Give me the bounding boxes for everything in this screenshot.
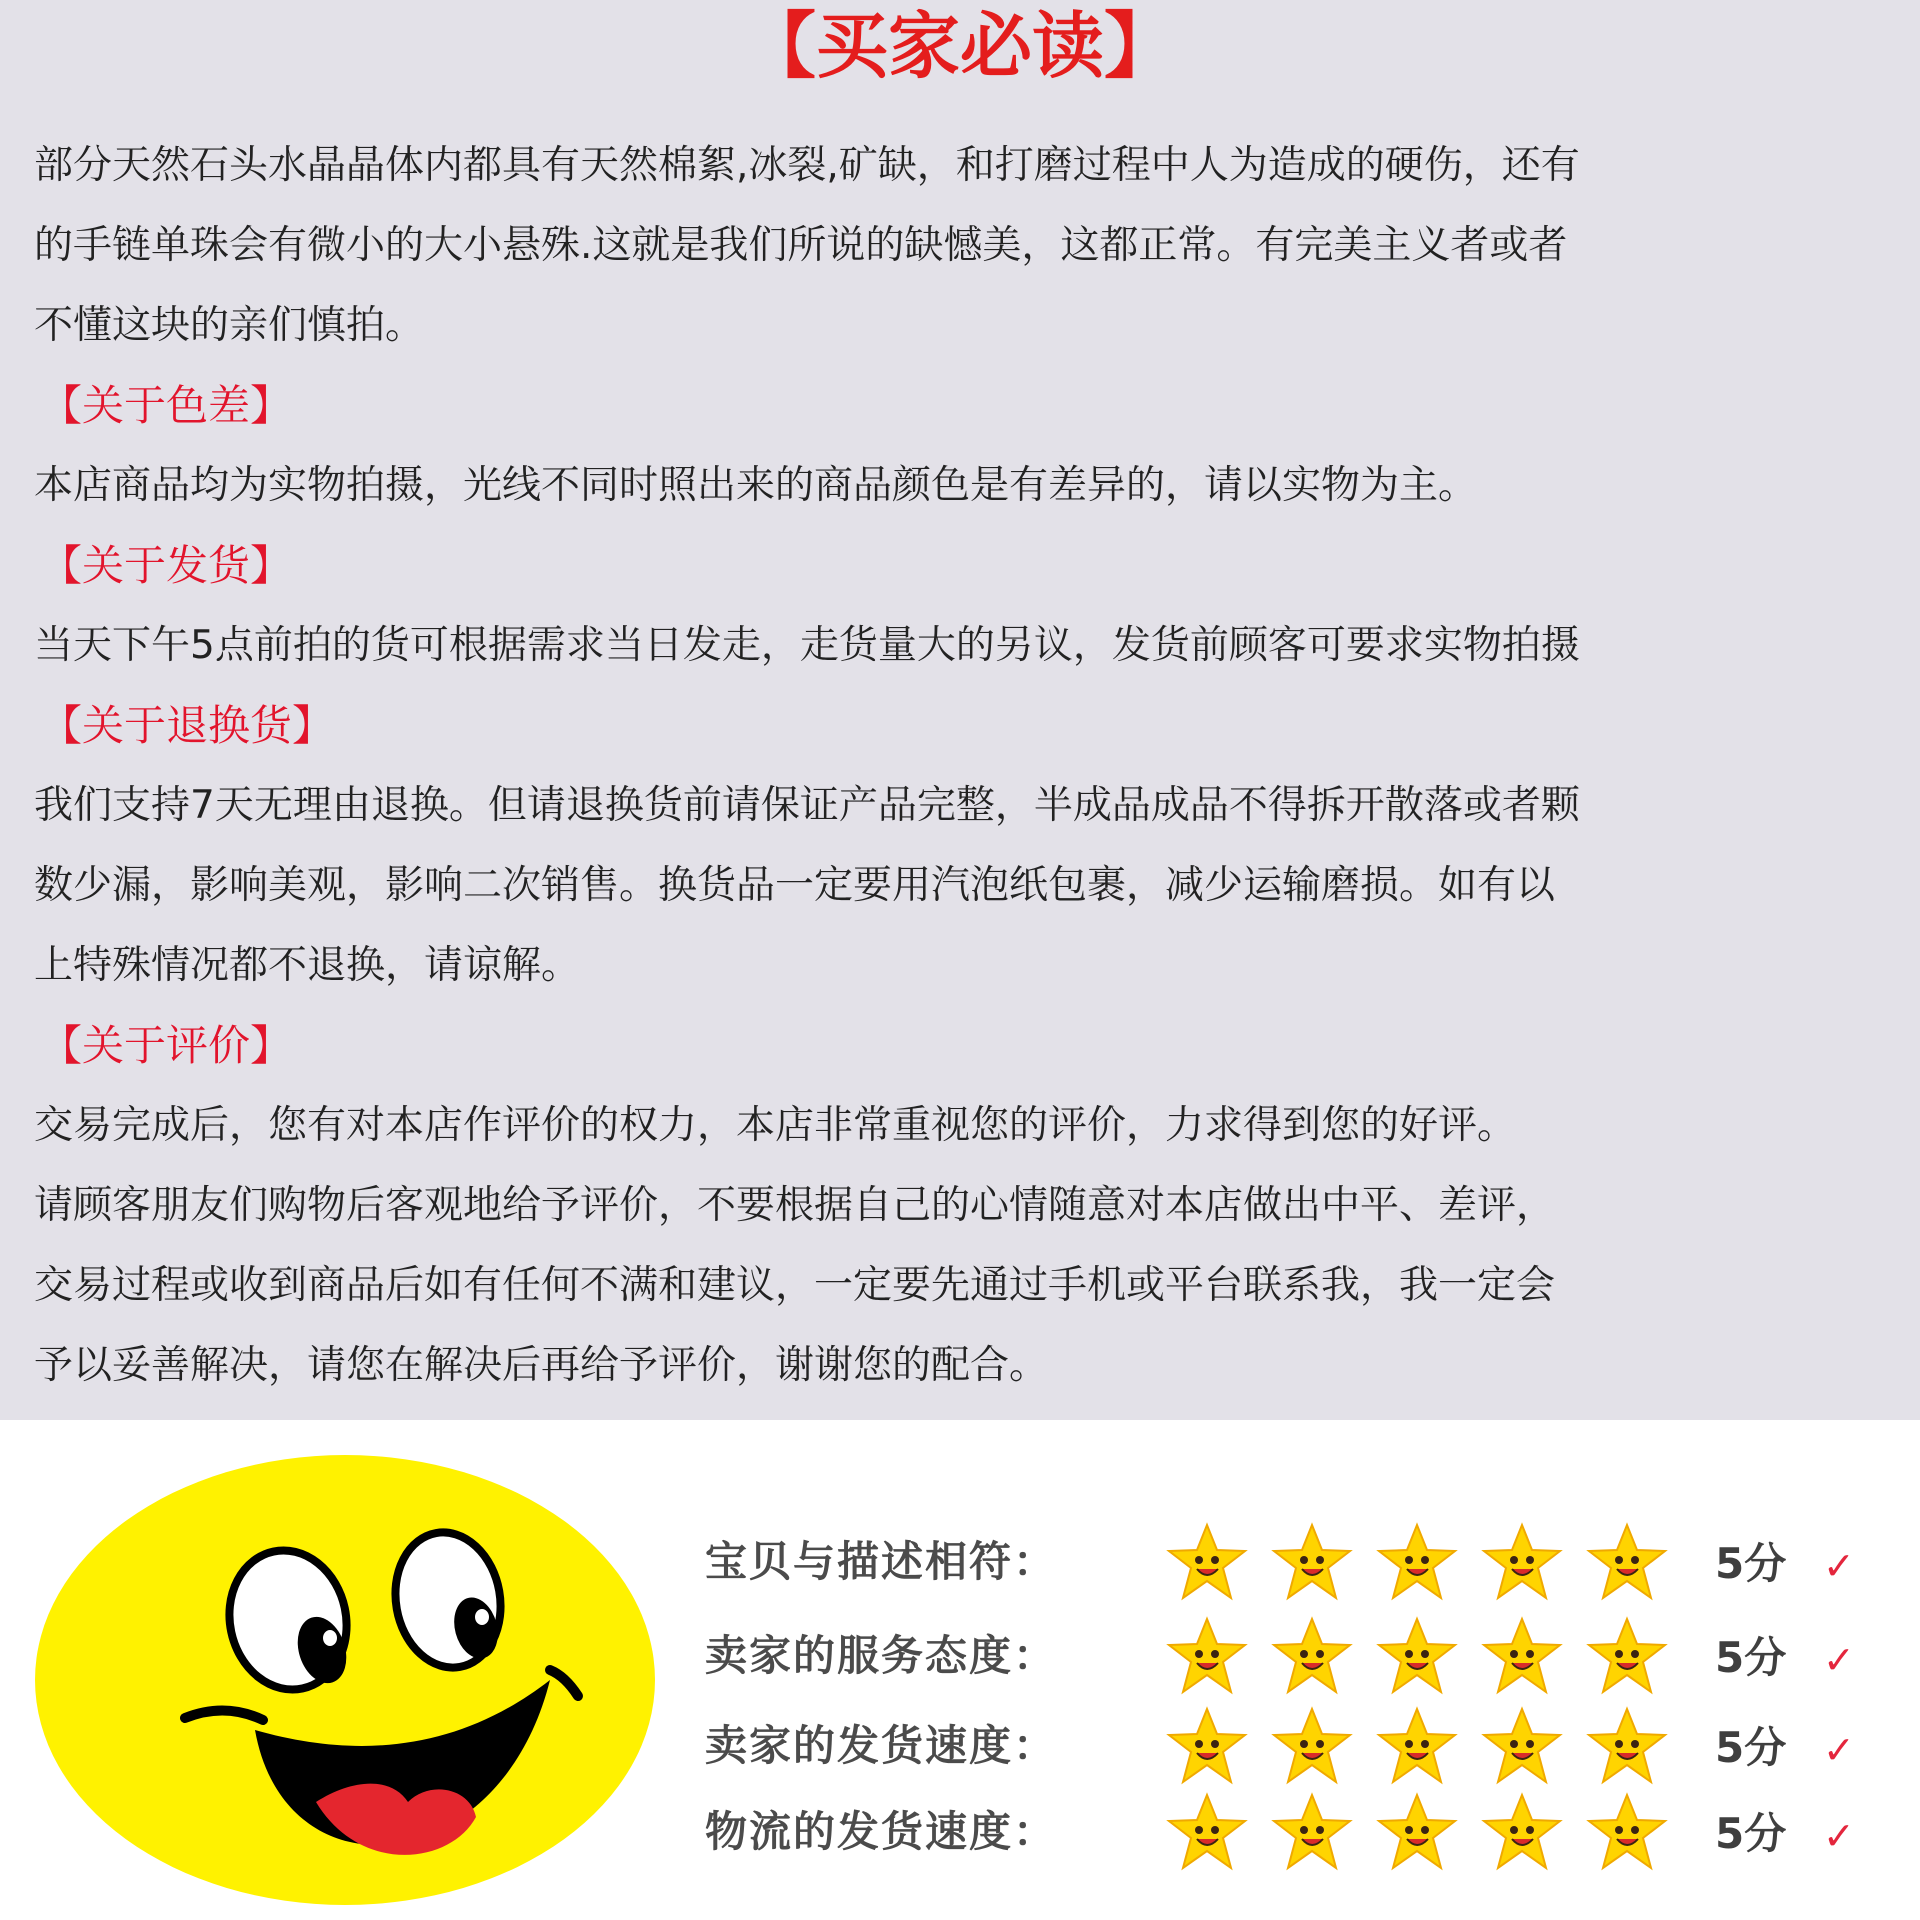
- star-icon: [1270, 1706, 1354, 1786]
- rating-score-description-match: 5分: [1715, 1539, 1787, 1588]
- star-icon: [1375, 1792, 1459, 1872]
- reviews-paragraph: [34, 1086, 1886, 1406]
- color-difference-line-1: 本店商品均为实物拍摄，光线不同时照出来的商品颜色是有差异的，请以实物为主。: [34, 463, 1478, 508]
- rating-label-description-match: 宝贝与描述相符：: [705, 1537, 1058, 1586]
- intro-line-3: 不懂这块的亲们慎拍。: [34, 303, 425, 348]
- returns-line-3: 上特殊情况都不退换，请谅解。: [34, 943, 581, 988]
- rating-row-seller-shipping-speed: [705, 1706, 1855, 1786]
- rating-row-description-match: [705, 1522, 1855, 1602]
- rating-score-logistics-speed: 5分: [1715, 1809, 1787, 1858]
- reviews-line-4: 予以妥善解决，请您在解决后再给予评价，谢谢您的配合。: [34, 1343, 1049, 1388]
- star-icon: [1585, 1522, 1669, 1602]
- star-icon: [1585, 1792, 1669, 1872]
- page-title: 【买家必读】: [743, 4, 1176, 88]
- star-icon: [1375, 1706, 1459, 1786]
- rating-label-logistics-speed: 物流的发货速度：: [705, 1807, 1058, 1856]
- rating-label-seller-shipping-speed: 卖家的发货速度：: [705, 1721, 1058, 1770]
- check-mark-icon: ✓: [1823, 1638, 1855, 1682]
- star-icon: [1165, 1706, 1249, 1786]
- returns-line-1: 我们支持7天无理由退换。但请退换货前请保证产品完整，半成品成品不得拆开散落或者颗: [34, 783, 1580, 828]
- shipping-paragraph: [34, 606, 1886, 686]
- rating-score-seller-shipping-speed: 5分: [1715, 1723, 1787, 1772]
- rating-row-service-attitude: [705, 1616, 1855, 1696]
- star-icon: [1480, 1792, 1564, 1872]
- returns-line-2: 数少漏，影响美观，影响二次销售。换货品一定要用汽泡纸包裹，减少运输磨损。如有以: [34, 863, 1556, 908]
- check-mark-icon: ✓: [1823, 1728, 1855, 1772]
- reviews-line-1: 交易完成后，您有对本店作评价的权力，本店非常重视您的评价，力求得到您的好评。: [34, 1103, 1517, 1148]
- star-icon: [1165, 1616, 1249, 1696]
- star-icon: [1480, 1522, 1564, 1602]
- star-icon: [1480, 1706, 1564, 1786]
- star-icon: [1270, 1522, 1354, 1602]
- check-mark-icon: ✓: [1823, 1544, 1855, 1588]
- star-icon: [1585, 1616, 1669, 1696]
- star-icon: [1375, 1616, 1459, 1696]
- section-heading-returns: 【关于退换货】: [40, 701, 335, 750]
- rating-panel: [0, 1420, 1920, 1920]
- reviews-line-2: 请顾客朋友们购物后客观地给予评价，不要根据自己的心情随意对本店做出中平、差评，: [34, 1183, 1556, 1228]
- intro-line-1: 部分天然石头水晶晶体内都具有天然棉絮,冰裂,矿缺，和打磨过程中人为造成的硬伤，还有: [34, 143, 1580, 188]
- star-icon: [1165, 1522, 1249, 1602]
- returns-paragraph: [34, 766, 1886, 1006]
- smiley-face-icon: [30, 1450, 670, 1910]
- star-icon: [1270, 1792, 1354, 1872]
- star-icon: [1165, 1792, 1249, 1872]
- intro-paragraph: [34, 126, 1886, 366]
- star-icon: [1585, 1706, 1669, 1786]
- section-heading-shipping: 【关于发货】: [40, 541, 293, 590]
- section-heading-color-difference: 【关于色差】: [40, 381, 293, 430]
- star-icon: [1375, 1522, 1459, 1602]
- reviews-line-3: 交易过程或收到商品后如有任何不满和建议，一定要先通过手机或平台联系我，我一定会: [34, 1263, 1556, 1308]
- intro-line-2: 的手链单珠会有微小的大小悬殊.这就是我们所说的缺憾美，这都正常。有完美主义者或者: [34, 223, 1568, 268]
- star-icon: [1480, 1616, 1564, 1696]
- rating-label-service-attitude: 卖家的服务态度：: [705, 1631, 1058, 1680]
- rating-row-logistics-speed: [705, 1792, 1855, 1872]
- star-icon: [1270, 1616, 1354, 1696]
- color-difference-paragraph: [34, 446, 1886, 526]
- section-heading-reviews: 【关于评价】: [40, 1021, 293, 1070]
- check-mark-icon: ✓: [1823, 1814, 1855, 1858]
- shipping-line-1: 当天下午5点前拍的货可根据需求当日发走，走货量大的另议，发货前顾客可要求实物拍摄: [34, 623, 1580, 668]
- rating-score-service-attitude: 5分: [1715, 1633, 1787, 1682]
